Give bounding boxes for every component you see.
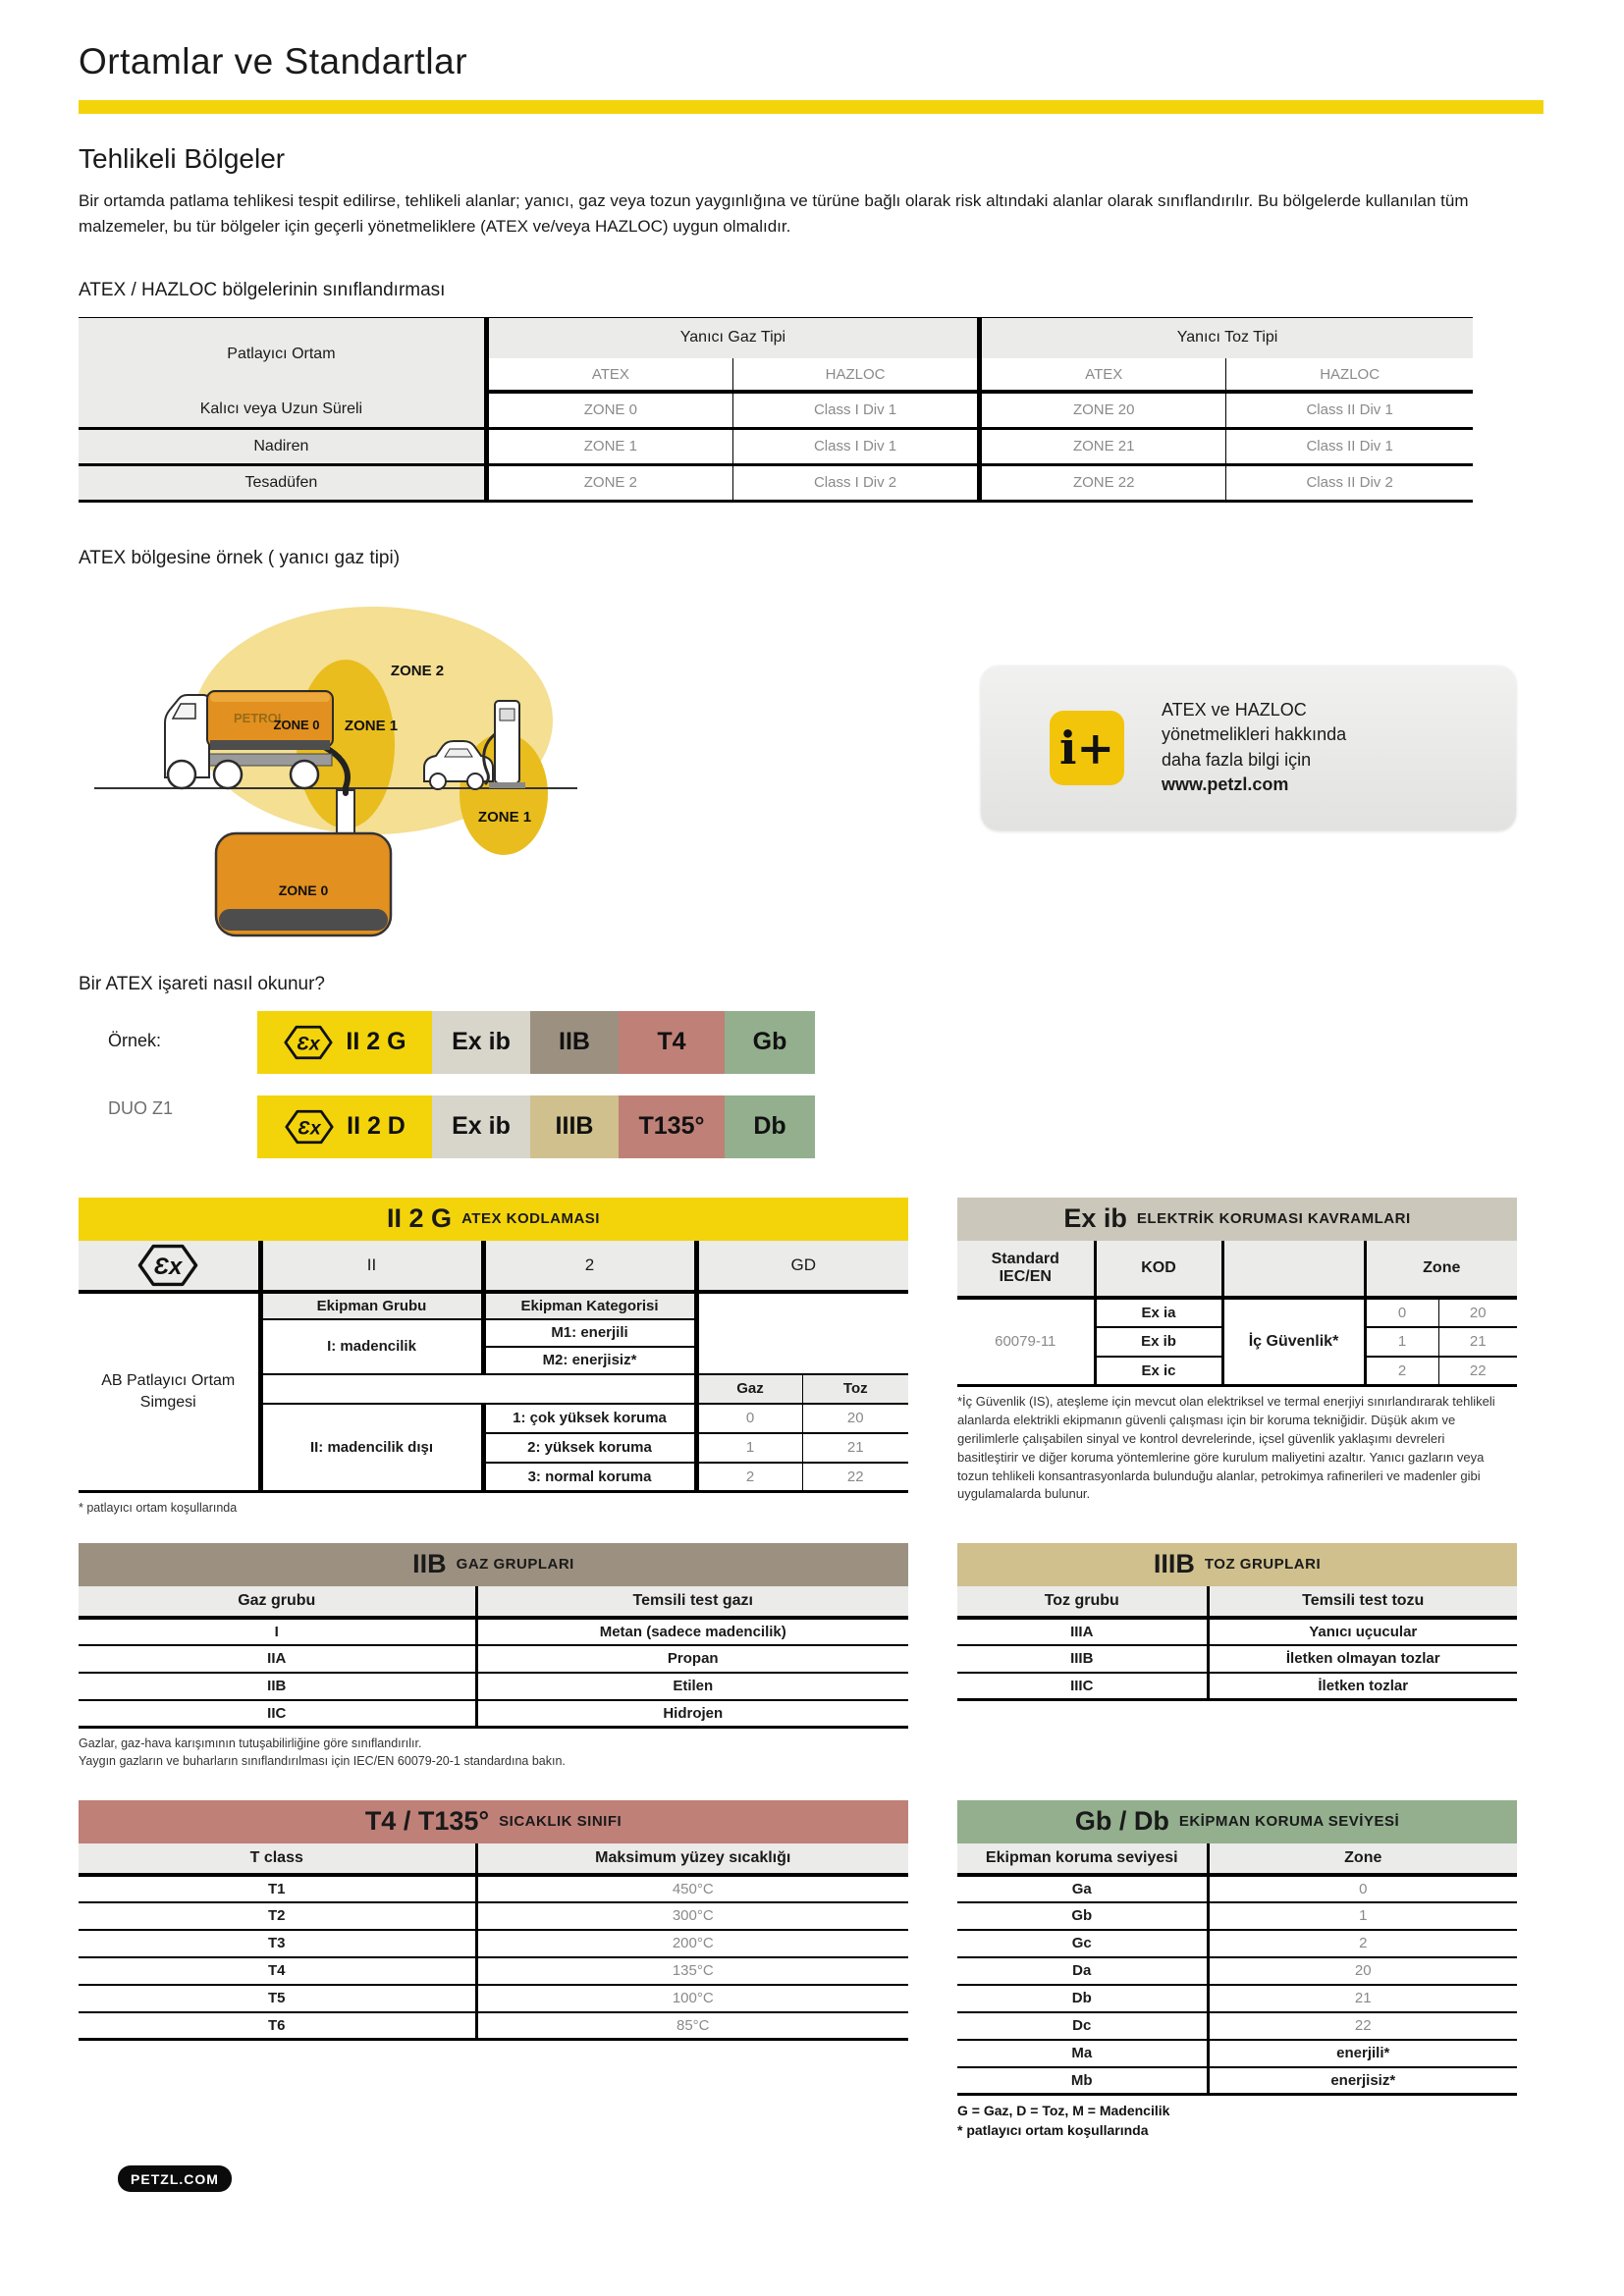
zone-value: 21	[1208, 1985, 1517, 2012]
footnote-line: * patlayıcı ortam koşullarında	[957, 2121, 1149, 2138]
kod-header: KOD	[1095, 1241, 1222, 1298]
gaz-header: Gaz	[696, 1374, 802, 1404]
zones-row-env: Kalıcı veya Uzun Süreli	[79, 392, 486, 428]
table-row	[79, 464, 1473, 501]
kod-value: Ex ic	[1095, 1357, 1222, 1386]
kod-value: Ex ib	[1095, 1327, 1222, 1357]
petzl-logo[interactable]: PETZL.COM	[118, 2165, 232, 2192]
zone-cell: ZONE 0	[486, 392, 732, 428]
col-header: Toz grubu	[957, 1586, 1208, 1618]
zones-subheader-hazloc-dust: HAZLOC	[1226, 358, 1473, 392]
titlebar-caption: TOZ GRUPLARI	[1204, 1556, 1322, 1574]
zone-value: 1	[1365, 1327, 1438, 1357]
titlebar-code: IIB	[412, 1549, 447, 1579]
eu-symbol-label: AB Patlayıcı Ortam Simgesi	[101, 1372, 236, 1411]
titlebar-code: T4 / T135°	[364, 1806, 490, 1837]
titlebar-caption: ELEKTRİK KORUMASI KAVRAMLARI	[1136, 1210, 1411, 1228]
epl-cell: Ga	[957, 1875, 1208, 1902]
equip-group-header: Ekipman Grubu	[260, 1292, 483, 1319]
titlebar-caption: GAZ GRUPLARI	[456, 1556, 574, 1574]
marking-segment-epl: Db	[725, 1095, 815, 1158]
zone-cell: ZONE 21	[980, 428, 1226, 464]
page-title: Ortamlar ve Standartlar	[79, 41, 468, 81]
marking-row-dust	[257, 1095, 815, 1158]
info-box	[981, 666, 1516, 830]
zone-cell: ZONE 22	[980, 464, 1226, 501]
group2-label: II: madencilik dışı	[260, 1404, 483, 1492]
detail-tables-grid	[79, 1198, 1543, 2141]
toz-header: Toz	[802, 1374, 908, 1404]
equip-category-header: Ekipman Kategorisi	[483, 1292, 696, 1319]
example-product-name: DUO Z1	[108, 1097, 174, 1118]
zones-row-env: Tesadüfen	[79, 464, 486, 501]
coding-col-2: 2	[483, 1241, 696, 1292]
zone-value: 20	[1438, 1298, 1517, 1327]
group2-cat: 3: normal koruma	[483, 1463, 696, 1492]
coding-col-GD: GD	[696, 1241, 908, 1292]
protection-method: İç Güvenlik*	[1222, 1298, 1365, 1386]
tclass-cell: T3	[79, 1930, 476, 1957]
segment-label: II 2 D	[347, 1112, 406, 1141]
tclass-cell: T4	[79, 1957, 476, 1985]
zone1-mid-label: ZONE 1	[344, 717, 399, 734]
titlebar-code: IIIB	[1153, 1549, 1195, 1579]
gas-groups-footnote	[79, 1735, 908, 1770]
tclass-cell: T5	[79, 1985, 476, 2012]
footnote-line: Yaygın gazların ve buharların sınıflandırılması için IEC/EN 60079-20-1 standardına bakın.	[79, 1754, 566, 1769]
zones-col-env-header: Patlayıcı Ortam	[79, 317, 486, 392]
zone-value: 22	[1438, 1357, 1517, 1386]
petrol-label: PETROL	[234, 710, 286, 725]
marking-segment-gas-group: IIB	[530, 1011, 619, 1074]
tclass-cell: T2	[79, 1902, 476, 1930]
dust-cell: İletken tozlar	[1208, 1673, 1517, 1700]
energy-state: enerjisiz*	[1208, 2067, 1517, 2095]
zones-classification-table	[79, 317, 1473, 503]
zone-value: 2	[1365, 1357, 1438, 1386]
example-label: Örnek:	[108, 1030, 162, 1050]
segment-label: II 2 G	[346, 1028, 406, 1056]
temp-cell: 300°C	[476, 1902, 908, 1930]
temp-cell: 85°C	[476, 2012, 908, 2040]
zone1-pump-label: ZONE 1	[477, 808, 532, 826]
temperature-titlebar	[79, 1800, 908, 1843]
marking-heading: Bir ATEX işareti nasıl okunur?	[79, 973, 325, 994]
gas-groups-titlebar	[79, 1543, 908, 1586]
group1-cat: M1: enerjili	[483, 1319, 696, 1347]
table-row	[79, 428, 1473, 464]
gas-groups-block	[79, 1543, 908, 1771]
protection-footnote: *İç Güvenlik (IS), ateşleme için mevcut olan elektriksel ve termal enerjiyi sınırlandırarak tehlikeli alanlarda elektrikli ekipmanın güvenli çalışması için bir koruma tekniğidir. Düşük akım ve gerilimlerle çalışabilen sinyal ve kontrol devrelerinde, içsel güvenlik yaklaşımı devreleri basitleştirir ve diğer koruma yöntemlerine göre kurulum maliyetini azaltır. Yanıcı gazların veya tozun tehlikeli konsantrasyonlarda bulunduğu alanlar, petrokimya rafinerileri ve madenler gibi uygulamalarda bulunur.	[957, 1394, 1495, 1502]
svg-text:Ɛx: Ɛx	[153, 1253, 183, 1280]
atex-coding-titlebar	[79, 1198, 908, 1241]
zone-value: 0	[1365, 1298, 1438, 1327]
col-header: Gaz grubu	[79, 1586, 476, 1618]
epl-cell: Dc	[957, 2012, 1208, 2040]
col-header: T class	[79, 1843, 476, 1875]
epl-cell: Gb	[957, 1902, 1208, 1930]
coding-col-II: II	[260, 1241, 483, 1292]
marking-segment-temp-class: T4	[619, 1011, 725, 1074]
zone-value: 2	[1208, 1930, 1517, 1957]
titlebar-caption: SICAKLIK SINIFI	[499, 1813, 623, 1831]
group-cell: IIIC	[1070, 1677, 1094, 1694]
col-header: Temsili test tozu	[1208, 1586, 1517, 1618]
kod-value: Ex ia	[1095, 1298, 1222, 1327]
group1-cat: M2: enerjisiz*	[483, 1347, 696, 1374]
zone-cell: Class II Div 2	[1226, 464, 1473, 501]
zone-value: 21	[1438, 1327, 1517, 1357]
zone-cell: ZONE 1	[486, 428, 732, 464]
empty-cell	[1222, 1241, 1365, 1298]
accent-bar	[79, 100, 1543, 114]
standard-value: 60079-11	[995, 1333, 1056, 1351]
epl-cell: Mb	[1070, 2071, 1093, 2089]
zone-value: 20	[802, 1404, 908, 1433]
atex-ex-icon	[79, 1241, 260, 1292]
diagram-heading: ATEX bölgesine örnek ( yanıcı gaz tipi)	[79, 547, 401, 568]
gas-cell: Propan	[476, 1645, 908, 1673]
titlebar-caption: ATEX KODLAMASI	[461, 1210, 600, 1228]
epl-titlebar	[957, 1800, 1517, 1843]
group-cell: IIA	[79, 1645, 476, 1673]
zone-cell: ZONE 2	[486, 464, 732, 501]
marking-example-labels	[108, 1011, 236, 1119]
zone-cell: Class I Div 2	[732, 464, 979, 501]
zone-value: 1	[1208, 1902, 1517, 1930]
table-row	[79, 392, 1473, 428]
epl-cell: Gc	[957, 1930, 1208, 1957]
atex-ex-icon	[283, 1024, 334, 1061]
temp-cell: 135°C	[476, 1957, 908, 1985]
marking-segment-temp-class: T135°	[619, 1095, 725, 1158]
epl-cell: Ma	[957, 2040, 1208, 2067]
zone0-truck-label: ZONE 0	[273, 717, 320, 732]
atex-zone-diagram-row	[79, 585, 1543, 950]
zone-cell: Class I Div 1	[732, 428, 979, 464]
footnote-line: Gazlar, gaz-hava karışımının tutuşabilirliğine göre sınıflandırılır.	[79, 1736, 422, 1751]
group-cell: I	[79, 1618, 476, 1645]
marking-segment-category	[257, 1095, 432, 1158]
temperature-table	[79, 1843, 908, 2042]
zone-value: 22	[1208, 2012, 1517, 2040]
section-title: Tehlikeli Bölgeler	[79, 143, 286, 174]
petzl-link[interactable]: www.petzl.com	[1162, 774, 1289, 795]
dust-groups-titlebar	[957, 1543, 1517, 1586]
atex-coding-table	[79, 1241, 908, 1494]
zone2-label: ZONE 2	[390, 662, 445, 679]
zone-value: 1	[696, 1433, 802, 1463]
dust-cell: İletken olmayan tozlar	[1208, 1645, 1517, 1673]
col-header: Ekipman koruma seviyesi	[957, 1843, 1208, 1875]
temperature-block	[79, 1800, 908, 2042]
info-line: yönetmelikleri hakkında	[1162, 724, 1347, 745]
zone-cell: Class I Div 1	[732, 392, 979, 428]
footnote-line: G = Gaz, D = Toz, M = Madencilik	[957, 2103, 1170, 2119]
zones-row-env: Nadiren	[79, 428, 486, 464]
empty-cell	[696, 1292, 908, 1374]
dust-cell: Yanıcı uçucular	[1208, 1618, 1517, 1645]
info-box-text	[1162, 698, 1346, 798]
temp-cell: 450°C	[476, 1875, 908, 1902]
tclass-cell: T1	[79, 1875, 476, 1902]
zones-table-heading: ATEX / HAZLOC bölgelerinin sınıflandırması	[79, 279, 446, 300]
zone-cell: Class II Div 1	[1226, 428, 1473, 464]
marking-segment-dust-group: IIIB	[530, 1095, 619, 1158]
zone-value: 0	[1208, 1875, 1517, 1902]
zones-group-gas-header: Yanıcı Gaz Tipi	[486, 317, 979, 358]
zones-subheader-hazloc-gas: HAZLOC	[732, 358, 979, 392]
group-cell: IIIA	[957, 1618, 1208, 1645]
marking-segment-protection: Ex ib	[432, 1011, 530, 1074]
col-header: Maksimum yüzey sıcaklığı	[476, 1843, 908, 1875]
epl-footnote	[957, 2102, 1517, 2140]
zones-group-dust-header: Yanıcı Toz Tipi	[980, 317, 1473, 358]
zones-subheader-atex-dust: ATEX	[980, 358, 1226, 392]
intro-paragraph: Bir ortamda patlama tehlikesi tespit edilirse, tehlikeli alanlar; yanıcı, gaz veya tozun yaygınlığına ve türüne bağlı olarak risk altındaki alanlar olarak sınıflandırılır. Bu bölgelerde kullanılan tüm malzemeler, bu tür bölgeler için geçerli yönetmeliklere (ATEX ve/veya HAZLOC) uygun olmalıdır.	[79, 191, 1469, 237]
col-header: Zone	[1208, 1843, 1517, 1875]
atex-coding-block	[79, 1198, 908, 1518]
marking-segment-category	[257, 1011, 432, 1074]
temp-cell: 200°C	[476, 1930, 908, 1957]
epl-table	[957, 1843, 1517, 2097]
atex-zone-diagram	[79, 585, 589, 950]
gas-cell: Etilen	[476, 1673, 908, 1700]
titlebar-code: II 2 G	[387, 1203, 453, 1234]
group2-cat: 1: çok yüksek koruma	[483, 1404, 696, 1433]
titlebar-code: Gb / Db	[1074, 1806, 1169, 1837]
empty-cell	[260, 1374, 696, 1404]
gas-groups-table	[79, 1586, 908, 1730]
info-plus-icon: i+	[1050, 711, 1124, 785]
standard-header: Standard IEC/EN	[957, 1241, 1095, 1298]
coding-footnote: * patlayıcı ortam koşullarında	[79, 1501, 238, 1516]
zone-value: 22	[802, 1463, 908, 1492]
marking-rows	[257, 1011, 815, 1180]
zone0-tank-label: ZONE 0	[278, 881, 329, 898]
marking-segment-epl: Gb	[725, 1011, 815, 1074]
gas-cell: Metan (sadece madencilik)	[476, 1618, 908, 1645]
svg-text:Ɛx: Ɛx	[298, 1117, 321, 1140]
col-header: Temsili test gazı	[476, 1586, 908, 1618]
titlebar-code: Ex ib	[1063, 1203, 1127, 1234]
group2-cat: 2: yüksek koruma	[483, 1433, 696, 1463]
tclass-cell: T6	[267, 2016, 286, 2034]
atex-ex-icon	[284, 1108, 335, 1146]
atex-marking-example	[79, 1011, 1543, 1180]
group-cell: IIIB	[957, 1645, 1208, 1673]
marking-row-gas	[257, 1011, 815, 1074]
zone-cell: ZONE 20	[980, 392, 1226, 428]
energy-state: enerjili*	[1208, 2040, 1517, 2067]
gas-cell: Hidrojen	[476, 1700, 908, 1728]
zone-cell: Class II Div 1	[1226, 392, 1473, 428]
zone-value: 20	[1208, 1957, 1517, 1985]
dust-groups-table	[957, 1586, 1517, 1702]
marking-segment-protection: Ex ib	[432, 1095, 530, 1158]
epl-cell: Da	[957, 1957, 1208, 1985]
zones-subheader-atex-gas: ATEX	[486, 358, 732, 392]
epl-block	[957, 1800, 1517, 2141]
epl-cell: Db	[957, 1985, 1208, 2012]
dust-groups-block	[957, 1543, 1517, 1702]
zone-value: 21	[802, 1433, 908, 1463]
group-cell: IIB	[79, 1673, 476, 1700]
zone-value: 0	[696, 1404, 802, 1433]
protection-block	[957, 1198, 1517, 1505]
titlebar-caption: EKİPMAN KORUMA SEVİYESİ	[1178, 1813, 1400, 1831]
protection-table	[957, 1241, 1517, 1388]
svg-text:Ɛx: Ɛx	[297, 1033, 321, 1055]
group1-label: I: madencilik	[260, 1319, 483, 1374]
info-line: ATEX ve HAZLOC	[1162, 699, 1307, 720]
group-cell: IIC	[267, 1704, 287, 1722]
zone-value: 2	[696, 1463, 802, 1492]
info-line: daha fazla bilgi için	[1162, 749, 1312, 770]
temp-cell: 100°C	[476, 1985, 908, 2012]
zone-header: Zone	[1365, 1241, 1517, 1298]
protection-titlebar	[957, 1198, 1517, 1241]
